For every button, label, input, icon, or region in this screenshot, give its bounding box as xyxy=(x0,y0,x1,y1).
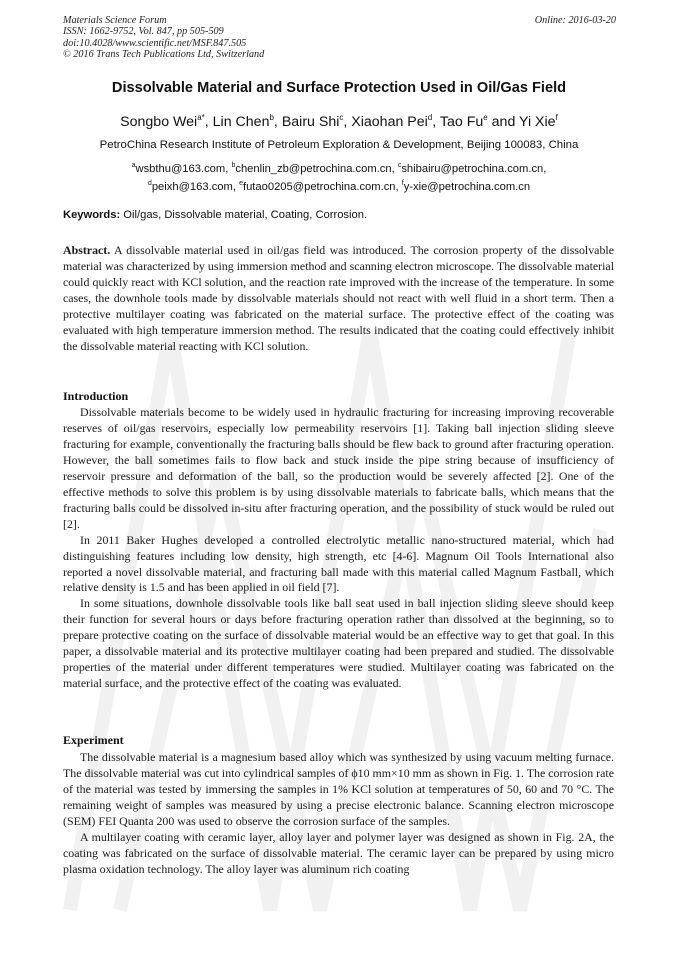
author-superscript: b xyxy=(269,113,274,122)
paragraph: A multilayer coating with ceramic layer, alloy layer and polymer layer was designed as shown in Fig. 2A, the coating was fabricated on the surface of dissolvable material. The ceramic layer can be prepared by using micro plasma oxidation technology. The alloy layer was aluminum rich coating xyxy=(63,829,614,876)
copyright-line: © 2016 Trans Tech Publications Ltd, Switzerland xyxy=(63,49,265,61)
online-date: Online: 2016-03-20 xyxy=(534,15,616,26)
email-line: $^d$peixh@163.com, $^e$futao0205@petrochina.com.cn, $^f$y-xie@petrochina.com.cn xyxy=(147,179,531,193)
paragraph: In 2011 Baker Hughes developed a controlled electrolytic metallic nano-structured material, which had distinguishing features including low density, high strength, etc [4-6]. Magnum Oil Tools International also reported a novel dissolvable material, and fracturing ball made with this material called Magnum Fastball, which relative density is 1.5 and has been applied in oil field [7]. xyxy=(63,532,614,595)
section-heading-experiment: Experiment xyxy=(63,733,124,747)
introduction-section xyxy=(63,405,614,692)
author-superscript: d xyxy=(427,113,433,122)
email-address: wsbthu@163.com xyxy=(135,163,226,175)
email-address: chenlin_zb@petrochina.com.cn xyxy=(235,163,392,175)
abstract-paragraph: Abstract. A dissolvable material used in oil/gas field was introduced. The corrosion property of the dissolvable material was characterized by using immersion method and scanning electron microscope. The dissolvable material could quickly react with KCl solution, and the reaction rate improved with the increase of the temperature. In some cases, the downhole tools made by dissolvable materials should not react with well fluid in a short term. Then a protective multilayer coating was fabricated on the material surface. The protective effect of the coating was evaluated with high temperature immersion method. The results indicated that the coating could effectively inhibit the dissolvable material reacting with KCl solution. xyxy=(63,243,614,353)
author-list: Songbo Wei$^{a*}$, Lin Chen$^b$, Bairu Shi$^c$, Xiaohan Pei$^d$, Tao Fu$^e$ and Yi Xie$^f$ xyxy=(120,113,558,130)
email-address: peixh@163.com xyxy=(151,180,233,193)
author-name: Yi Xie xyxy=(519,114,556,130)
email-list xyxy=(0,159,678,194)
keywords xyxy=(63,209,367,221)
author-name: Songbo Wei xyxy=(120,114,198,130)
affiliation: PetroChina Research Institute of Petroleum Exploration & Development, Beijing 100083, China xyxy=(99,139,579,151)
author-superscript: e xyxy=(483,113,488,122)
author-superscript: f xyxy=(555,113,558,122)
publication-info xyxy=(63,15,264,61)
abstract-label: Abstract. xyxy=(63,243,111,257)
issn-line: ISSN: 1662-9752, Vol. 847, pp 505-509 xyxy=(63,26,224,38)
journal-name: Materials Science Forum xyxy=(63,15,167,26)
doi-line: doi:10.4028/www.scientific.net/MSF.847.505 xyxy=(63,37,247,49)
section-heading-introduction: Introduction xyxy=(63,389,129,403)
paper-title: Dissolvable Material and Surface Protection Used in Oil/Gas Field xyxy=(111,80,567,96)
paragraph: In some situations, downhole dissolvable tools like ball seat used in ball injection sliding sleeve should keep their function for several hours or days before fracturing operation rather than dissolved at the beginning, so to prepare protective coating on the surface of dissolvable material would be an effective way to get that goal. In this paper, a dissolvable material and its protective multilayer coating had been prepared and studied. The dissolvable properties of the material under different temperatures were studied. Multilayer coating was fabricated on the material surface, and the protective effect of the coating was evaluated. xyxy=(63,596,614,691)
abstract xyxy=(63,243,614,355)
keywords-text: Oil/gas, Dissolvable material, Coating, Corrosion. xyxy=(120,209,368,221)
experiment-section xyxy=(63,750,614,878)
email-line: $^a$wsbthu@163.com, $^b$chenlin_zb@petrochina.com.cn, $^c$shibairu@petrochina.com.cn, xyxy=(131,162,547,175)
author-name: Tao Fu xyxy=(439,114,484,130)
paragraph: Dissolvable materials become to be widely used in hydraulic fracturing for increasing improving recoverable reserves of oil/gas reservoirs, especially low permeability reservoirs [1]. Taking ball injection sliding sleeve fracturing for example, conventionally the fracturing balls should be flew back to ground after fracturing operation. However, the ball sometimes fails to flow back and stuck inside the pipe string because of insufficiency of reservoir pressure and deformation of the ball, so the production would be severely affected [2]. One of the effective methods to solve this problem is by using dissolvable materials to fabricate balls, which means that the fracturing balls could be dissolved in-situ after fracturing operation, and the possibility of stuck would be ruled out [2]. xyxy=(63,405,614,531)
email-address: futao0205@petrochina.com.cn xyxy=(242,180,396,193)
paragraph: The dissolvable material is a magnesium based alloy which was synthesized by using vacuum melting furnace. The dissolvable material was cut into cylindrical samples of ϕ10 mm×10 mm as shown in Fig. 1. The corrosion rate of the material was tested by immersing the samples in 1% KCl solution at temperatures of 50, 60 and 70 °C. The remaining weight of samples was measured by using a precise electronic balance. Scanning electron microscope (SEM) FEI Quanta 200 was used to observe the corrosion surface of the samples. xyxy=(63,750,614,828)
author-name: Lin Chen xyxy=(212,114,270,130)
email-address: shibairu@petrochina.com.cn xyxy=(401,163,544,175)
keywords-label: Keywords: xyxy=(63,209,121,221)
author-superscript: a* xyxy=(197,113,205,122)
email-address: y-xie@petrochina.com.cn xyxy=(403,180,531,193)
author-name: Xiaohan Pei xyxy=(351,114,428,130)
author-superscript: c xyxy=(339,113,344,122)
author-name: Bairu Shi xyxy=(281,114,340,130)
